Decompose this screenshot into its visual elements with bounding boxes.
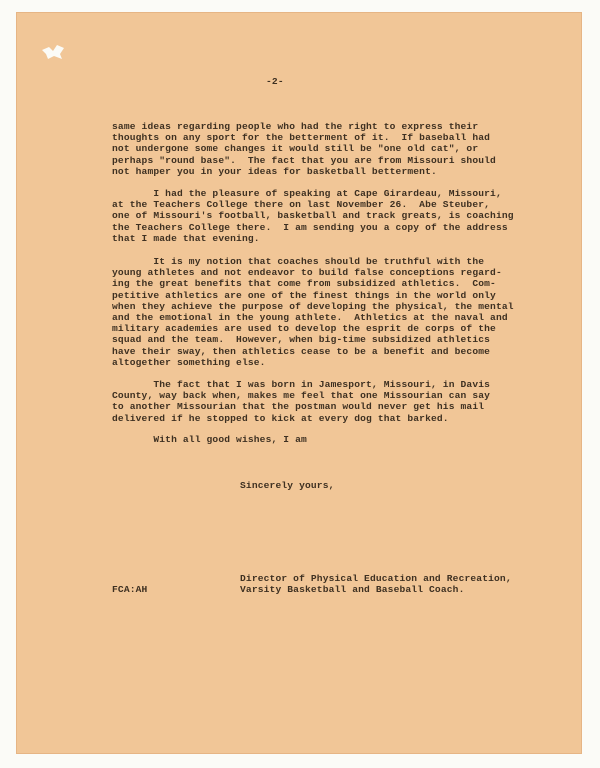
paragraph-good-wishes: With all good wishes, I am [112, 434, 307, 445]
reference-initials: FCA:AH [112, 584, 148, 595]
closing-salutation: Sincerely yours, [240, 480, 335, 491]
paper-tear-mark [42, 44, 64, 60]
paragraph-continuation: same ideas regarding people who had the right to express their thoughts on any sport for the betterment of it. If baseball had not undergone some changes it would still be "one old cat", or perhaps "round base". The fact that you are from Missouri should not hamper you in your ideas for basketball betterment. [112, 121, 496, 177]
paragraph-cape-girardeau: I had the pleasure of speaking at Cape Girardeau, Missouri, at the Teachers College there on last November 26. Abe Steuber, one of Missouri's football, basketball and track greats, is coaching the Teachers College there. I am sending you a copy of the address that I made that evening. [112, 188, 514, 244]
page-number: -2- [266, 76, 284, 87]
paragraph-jamesport: The fact that I was born in Jamesport, Missouri, in Davis County, way back when, makes me feel that one Missourian can say to another Missourian that the postman would never get his mail delivered if he stopped to kick at every dog that barked. [112, 379, 491, 424]
signature-title: Director of Physical Education and Recreation, Varsity Basketball and Baseball Coach. [240, 573, 512, 596]
paragraph-coaches-truthful: It is my notion that coaches should be truthful with the young athletes and not endeavor to build false conceptions regard- ing the great benefits that come from subsidized athletics. Com- petitive athletics are one of the finest things in the world only when they achieve the purpose of developing the physical, the mental and the emotional in the young athlete. Athletics at the naval and military academies are used to develop the esprit de corps of the squad and the team. However, when big-time subsidized athletics have their sway, then athletics cease to be a benefit and become altogether something else. [112, 256, 514, 368]
